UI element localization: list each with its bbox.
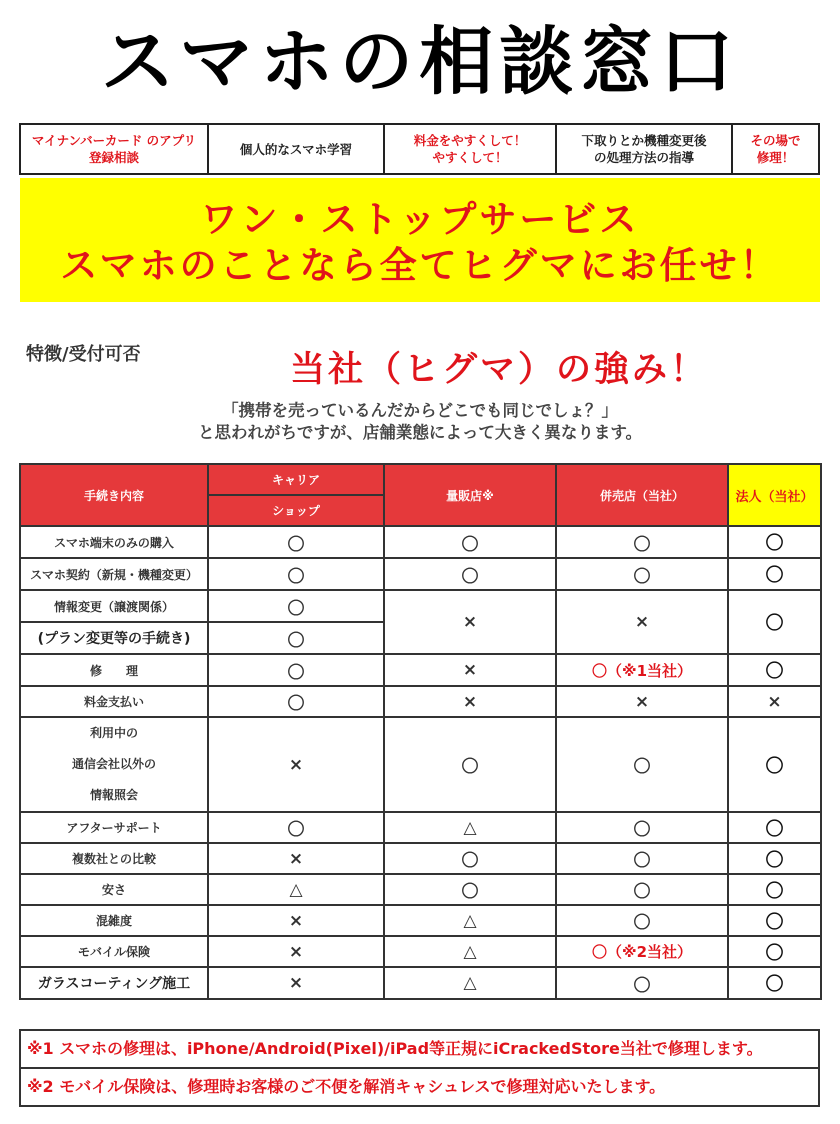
cell-carrier: × <box>208 717 384 812</box>
cell-cosales: 〇 <box>556 905 728 936</box>
strength-heading: 当社（ヒグマ）の強み！ <box>290 350 709 390</box>
row-label <box>20 717 208 812</box>
header-co-sales: 併売店（当社） <box>556 464 728 526</box>
table-row <box>20 936 821 967</box>
cell-corp: 〇 <box>728 717 821 812</box>
row-label: 安さ <box>20 874 208 905</box>
cell-carrier: 〇 <box>208 622 384 654</box>
cell-corp: 〇 <box>728 654 821 686</box>
cell-corp: 〇 <box>728 812 821 843</box>
service-onsite-repair: その場で 修理！ <box>750 133 801 165</box>
footnotes <box>19 1029 820 1107</box>
cell-cosales: 〇 <box>556 843 728 874</box>
row-label-line: 通信会社以外の <box>71 757 156 771</box>
table-row <box>20 590 821 622</box>
cell-mass: 〇 <box>384 558 556 590</box>
service-mynumber-app: マイナンバーカード のアプリ 登録相談 <box>21 125 209 173</box>
row-label: スマホ契約（新規・機種変更） <box>20 558 208 590</box>
service-list <box>19 123 820 175</box>
table-row <box>20 654 821 686</box>
cell-corp: 〇 <box>728 967 821 999</box>
cell-corp: 〇 <box>728 558 821 590</box>
cell-cosales: 〇（※1当社） <box>556 654 728 686</box>
cell-cosales: × <box>556 686 728 717</box>
cell-carrier: × <box>208 967 384 999</box>
row-label: ガラスコーティング施工 <box>20 967 208 999</box>
cell-carrier: × <box>208 936 384 967</box>
table-row <box>20 558 821 590</box>
table-row <box>20 686 821 717</box>
cell-corp: 〇 <box>728 874 821 905</box>
cell-corp: 〇 <box>728 590 821 654</box>
header-procedure: 手続き内容 <box>20 464 208 526</box>
cell-corp: 〇 <box>728 843 821 874</box>
cell-mass: △ <box>384 936 556 967</box>
table-header-row <box>20 464 821 495</box>
cell-cosales: × <box>556 590 728 654</box>
intro-line-2: と思われがちですが、店舗業態によって大きく異なります。 <box>197 423 642 442</box>
service-personal-learning: 個人的なスマホ学習 <box>209 125 385 173</box>
cell-cosales: 〇 <box>556 812 728 843</box>
cell-carrier: 〇 <box>208 686 384 717</box>
features-label: 特徴/受付可否 <box>26 344 141 365</box>
row-label: 複数社との比較 <box>20 843 208 874</box>
cell-carrier: × <box>208 843 384 874</box>
banner-line-1: ワン・ストップサービス <box>200 198 640 241</box>
row-label: (プラン変更等の手続き) <box>20 622 208 654</box>
cell-cosales: 〇 <box>556 558 728 590</box>
cell-cosales: 〇 <box>556 967 728 999</box>
cell-carrier: 〇 <box>208 590 384 622</box>
table-row <box>20 843 821 874</box>
cell-mass: △ <box>384 812 556 843</box>
table-row <box>20 526 821 558</box>
row-label: アフターサポート <box>20 812 208 843</box>
row-label-line: 情報照会 <box>89 788 138 802</box>
cell-carrier: 〇 <box>208 526 384 558</box>
cell-corp: 〇 <box>728 526 821 558</box>
cell-carrier: 〇 <box>208 812 384 843</box>
cell-cosales: 〇（※2当社） <box>556 936 728 967</box>
cell-corp: × <box>728 686 821 717</box>
table-row <box>20 905 821 936</box>
one-stop-banner <box>20 178 820 302</box>
cell-mass: × <box>384 686 556 717</box>
table-row <box>20 812 821 843</box>
header-mass-retailer: 量販店※ <box>384 464 556 526</box>
header-carrier-bottom: ショップ <box>208 495 384 526</box>
cell-mass: 〇 <box>384 717 556 812</box>
cell-mass: × <box>384 590 556 654</box>
cell-carrier: △ <box>208 874 384 905</box>
cell-cosales: 〇 <box>556 874 728 905</box>
cell-carrier: 〇 <box>208 558 384 590</box>
page-title: スマホの相談窓口 <box>100 19 740 105</box>
table-row <box>20 717 821 812</box>
comparison-table <box>19 463 822 1000</box>
footnote-repair: ※1 スマホの修理は、iPhone/Android(Pixel)/iPad等正規にiCrackedStore当社で修理します。 <box>27 1039 763 1058</box>
row-label: 修 理 <box>20 654 208 686</box>
cell-mass: 〇 <box>384 526 556 558</box>
cell-cosales: 〇 <box>556 526 728 558</box>
intro-line-1: 「携帯を売っているんだからどこでも同じでしょ？」 <box>222 401 618 420</box>
row-label-line: 利用中の <box>89 726 138 740</box>
cell-carrier: × <box>208 905 384 936</box>
cell-mass: △ <box>384 967 556 999</box>
row-label: 料金支払い <box>20 686 208 717</box>
table-row <box>20 967 821 999</box>
banner-line-2: スマホのことなら全てヒグマにお任せ！ <box>60 244 780 287</box>
header-corporate: 法人（当社） <box>728 464 821 526</box>
cell-corp: 〇 <box>728 936 821 967</box>
cell-mass: × <box>384 654 556 686</box>
table-row <box>20 874 821 905</box>
intro-text <box>0 400 840 444</box>
cell-mass: 〇 <box>384 874 556 905</box>
row-label: 情報変更（譲渡関係） <box>20 590 208 622</box>
service-tradein-guidance: 下取りとか機種変更後 の処理方法の指導 <box>557 125 733 173</box>
cell-carrier: 〇 <box>208 654 384 686</box>
row-label: モバイル保険 <box>20 936 208 967</box>
row-label: スマホ端末のみの購入 <box>20 526 208 558</box>
cell-mass: △ <box>384 905 556 936</box>
row-label: 混雑度 <box>20 905 208 936</box>
footnote-insurance: ※2 モバイル保険は、修理時お客様のご不便を解消キャシュレスで修理対応いたします。 <box>21 1067 818 1105</box>
cell-cosales: 〇 <box>556 717 728 812</box>
service-cheaper-plan: 料金をやすくして！ やすくして！ <box>385 125 557 173</box>
header-carrier-top: キャリア <box>208 464 384 495</box>
cell-corp: 〇 <box>728 905 821 936</box>
cell-mass: 〇 <box>384 843 556 874</box>
